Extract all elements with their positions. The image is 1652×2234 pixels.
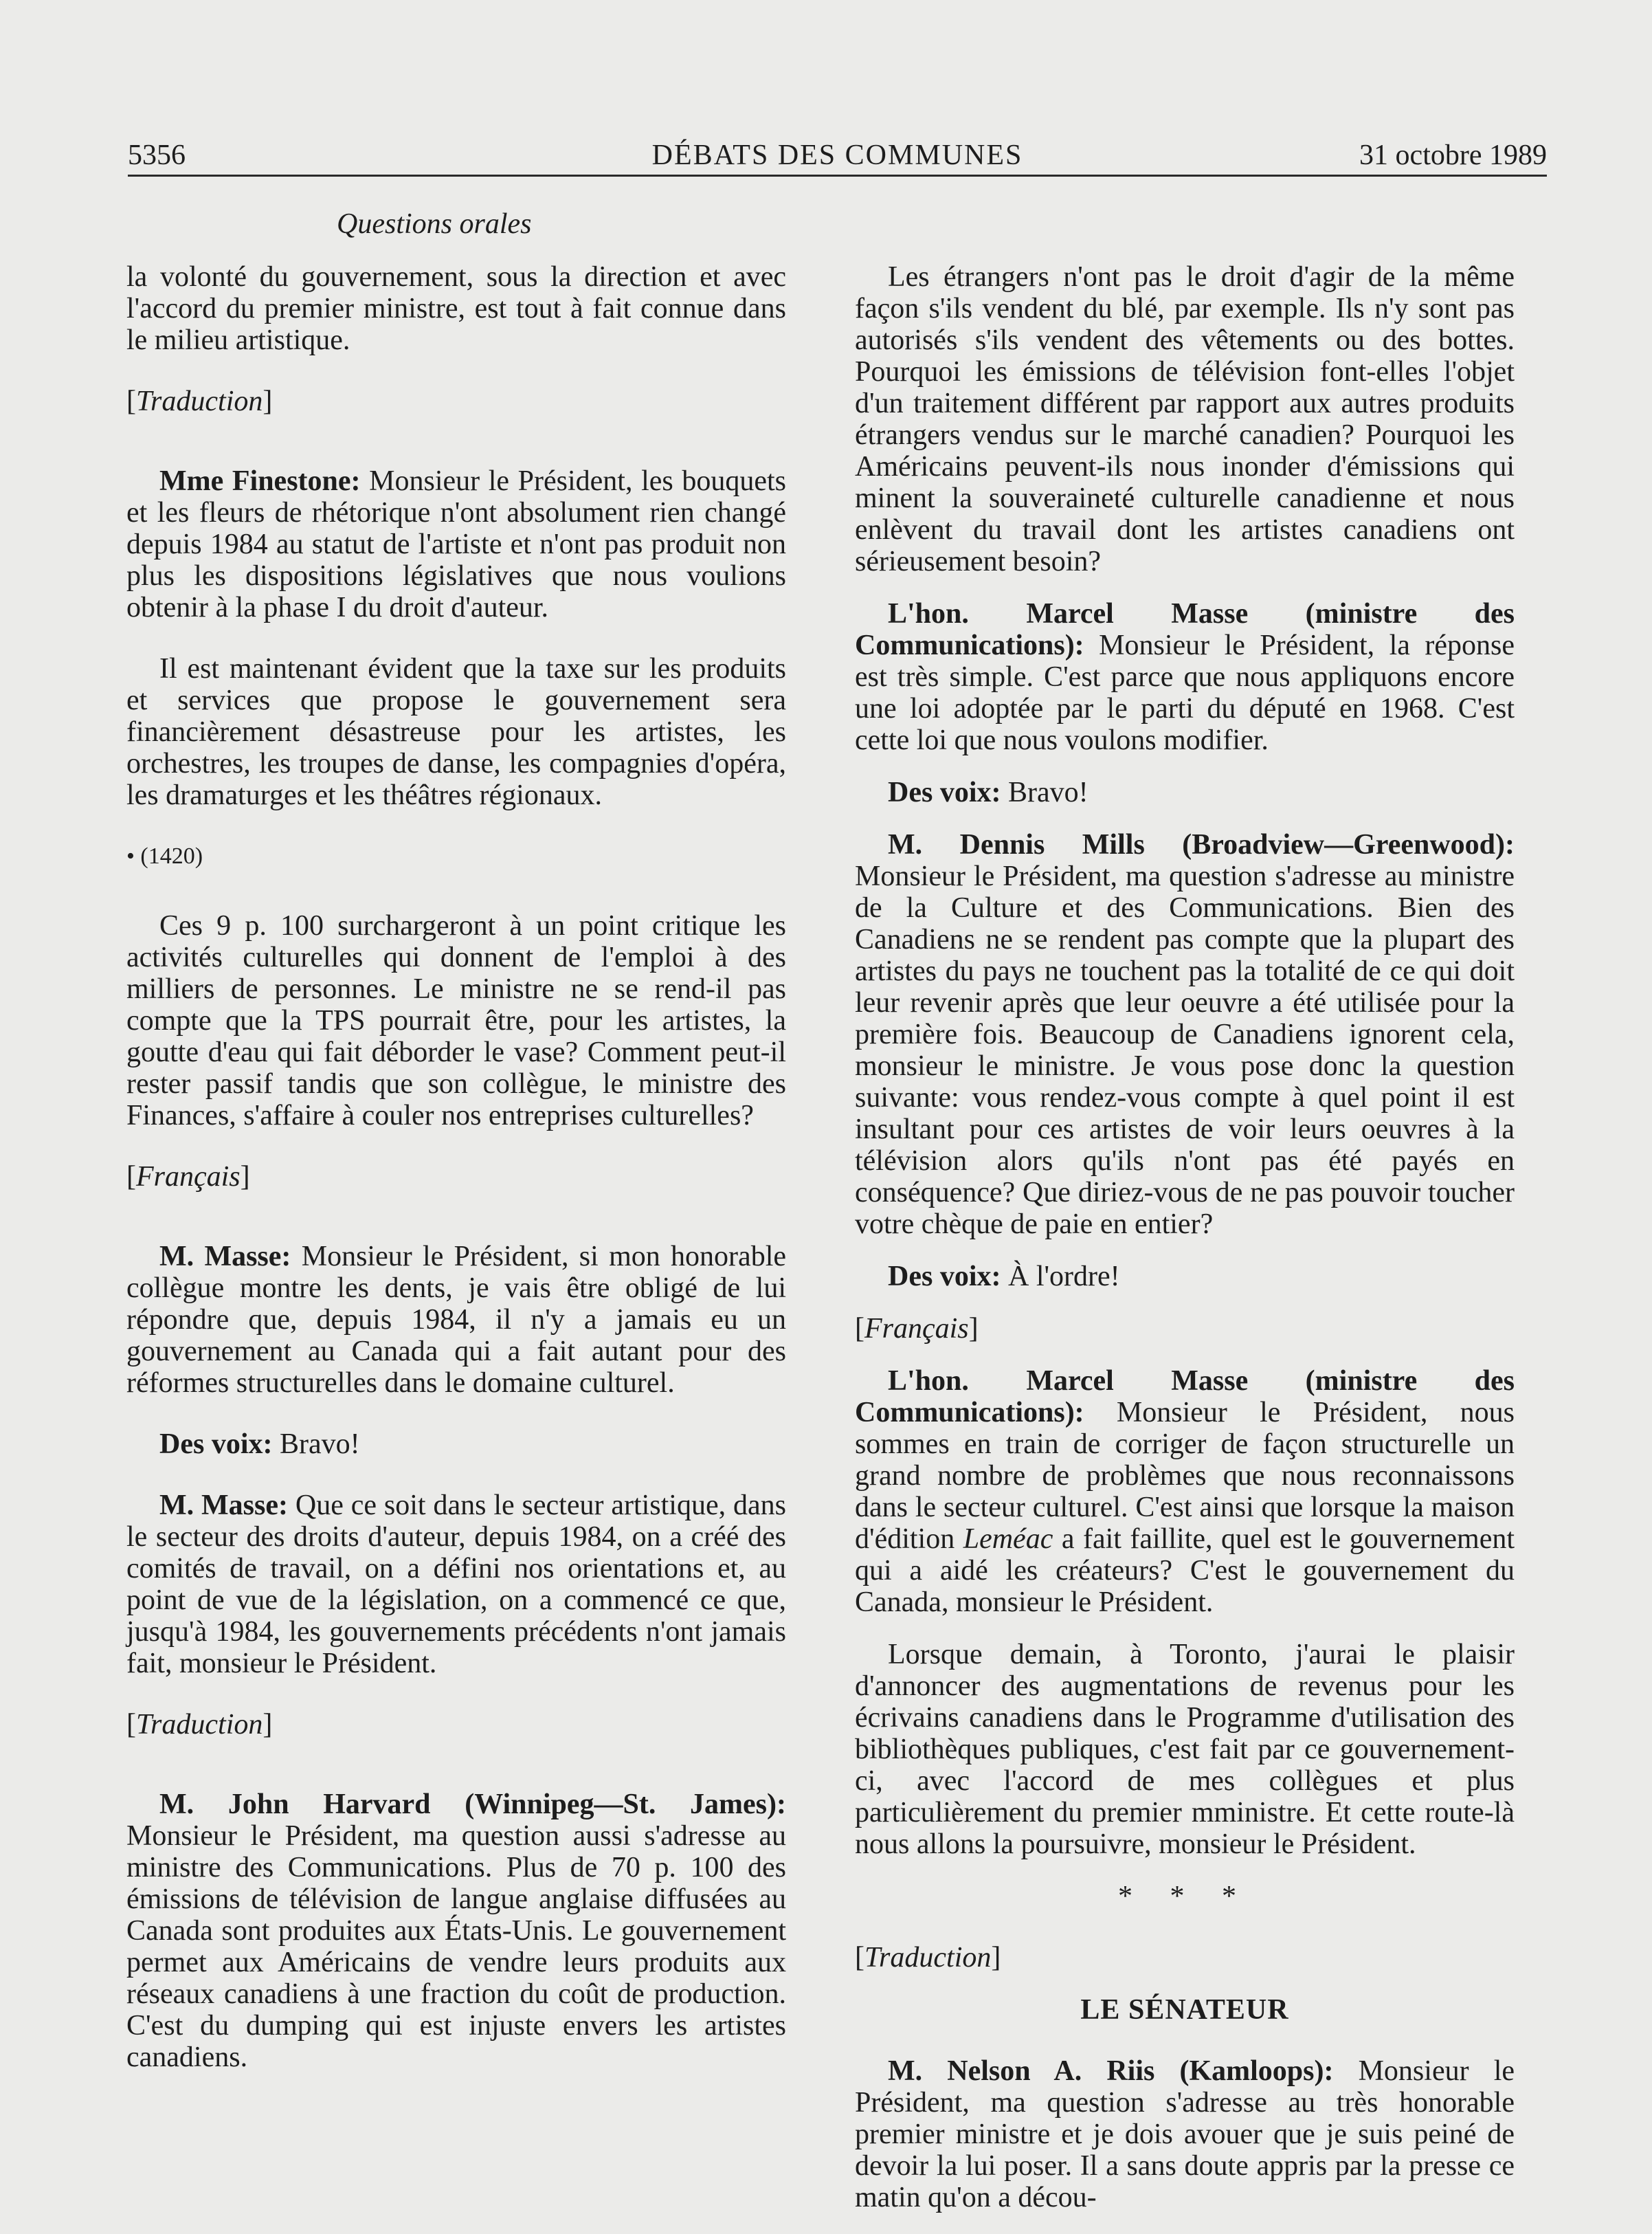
- speaker-name: M. Nelson A. Riis (Kamloops):: [888, 2055, 1334, 2087]
- paragraph: L'hon. Marcel Masse (ministre des Communications): Monsieur le Président, nous sommes en train de corriger de façon structurelle un grand nombre de problèmes que nous reconnaissons dans le secteur culturel. C'est ainsi que lorsque la maison d'édition Leméac a fait faillite, quel est le gouvernement qui a aidé les créateurs? C'est le gouvernement du Canada, monsieur le Président.: [855, 1365, 1515, 1618]
- publication-date: 31 octobre 1989: [1359, 140, 1547, 171]
- page-header: [128, 135, 1547, 176]
- paragraph: M. Masse: Que ce soit dans le secteur artistique, dans le secteur des droits d'auteur, depuis 1984, on a créé des comités de travail, on a défini nos orientations et, au point de vue de la législation, on a commencé ce que, jusqu'à 1984, les gouvernements précédents n'ont jamais fait, monsieur le Président.: [126, 1490, 786, 1679]
- speaker-name: L'hon. Marcel Masse (ministre des Communications):: [855, 1365, 1515, 1428]
- publisher-name: Leméac: [963, 1523, 1053, 1555]
- language-note: [Français]: [855, 1313, 979, 1345]
- header-rule: [128, 175, 1547, 177]
- paragraph: Mme Finestone: Monsieur le Président, les bouquets et les fleurs de rhétorique n'ont absolument rien changé depuis 1984 au statut de l'artiste et n'ont pas produit non plus les dispositions législatives que nous voulions obtenir à la phase I du droit d'auteur.: [126, 465, 786, 623]
- speaker-name: Mme Finestone:: [159, 465, 361, 497]
- paragraph: Lorsque demain, à Toronto, j'aurai le plaisir d'annoncer des augmentations de revenus pour les écrivains canadiens dans le Programme d'utilisation des bibliothèques publiques, c'est fait par ce gouvernement-ci, avec l'accord de mes collègues et plus particulièrement du premier mministre. Et cette route-là nous allons la poursuivre, monsieur le Président.: [855, 1639, 1515, 1860]
- paragraph: M. Nelson A. Riis (Kamloops): Monsieur le Président, ma question s'adresse au très honorable premier ministre et je dois avouer que je suis peiné de devoir la lui poser. Il a sans doute appris par la presse ce matin qu'on a décou-: [855, 2055, 1515, 2213]
- paragraph: Des voix: Bravo!: [888, 777, 1089, 808]
- speaker-name: M. Dennis Mills (Broadview—Greenwood):: [888, 829, 1515, 861]
- section-separator: * * *: [1118, 1881, 1251, 1912]
- speaker-name: M. John Harvard (Winnipeg—St. James):: [159, 1789, 786, 1820]
- speaker-name: Des voix:: [888, 1261, 1001, 1292]
- language-note: [Traduction]: [126, 1709, 273, 1740]
- speaker-name: M. Masse:: [159, 1241, 291, 1272]
- topic-heading: LE SÉNATEUR: [1080, 1994, 1289, 2026]
- language-note: [Traduction]: [855, 1942, 1001, 1973]
- paragraph: L'hon. Marcel Masse (ministre des Communications): Monsieur le Président, la réponse est très simple. C'est parce que nous appliquons encore une loi adoptée par le parti du député en 1968. C'est cette loi que nous voulons modifier.: [855, 598, 1515, 756]
- paragraph: Des voix: À l'ordre!: [888, 1261, 1120, 1292]
- paragraph: Des voix: Bravo!: [159, 1428, 360, 1460]
- speaker-name: M. Masse:: [159, 1490, 288, 1521]
- speaker-name: L'hon. Marcel Masse (ministre des Communications):: [855, 598, 1515, 661]
- paragraph: M. Dennis Mills (Broadview—Greenwood): Monsieur le Président, ma question s'adresse au ministre de la Culture et des Communications. Bien des Canadiens ne se rendent pas compte que la plupart des artistes du pays ne touchent pas la totalité de ce qui doit leur revenir après que leur oeuvre a été utilisée pour la première fois. Beaucoup de Canadiens ignorent cela, monsieur le ministre. Je vous pose donc la question suivante: vous rendez-vous compte à quel point il est insultant pour ces artistes de voir leurs oeuvres à la télévision alors qu'ils n'ont pas été payés en conséquence? Que diriez-vous de ne pas pouvoir toucher votre chèque de paie en entier?: [855, 829, 1515, 1240]
- speaker-name: Des voix:: [159, 1428, 273, 1460]
- speaker-name: Des voix:: [888, 777, 1001, 808]
- paragraph: Il est maintenant évident que la taxe sur les produits et services que propose le gouvernement sera financièrement désastreuse pour les artistes, les orchestres, les troupes de danse, les compagnies d'opéra, les dramaturges et les théâtres régionaux.: [126, 653, 786, 811]
- publication-title: DÉBATS DES COMMUNES: [651, 140, 1023, 171]
- right-column: [855, 261, 1515, 2234]
- left-column: [126, 261, 786, 2103]
- paragraph: M. John Harvard (Winnipeg—St. James): Monsieur le Président, ma question aussi s'adresse au ministre des Communications. Plus de 70 p. 100 des émissions de télévision de langue anglaise diffusées au Canada sont produites aux États-Unis. Le gouvernement permet aux Américains de vendre leurs produits aux réseaux canadiens à une fraction du coût de production. C'est du dumping qui est injuste envers les artistes canadiens.: [126, 1789, 786, 2073]
- page-number: 5356: [128, 140, 186, 171]
- section-title: Questions orales: [337, 208, 532, 240]
- paragraph: Les étrangers n'ont pas le droit d'agir de la même façon s'ils vendent du blé, par exemple. Ils n'y sont pas autorisés s'ils vendent des vêtements ou des bottes. Pourquoi les émissions de télévision font-elles l'objet d'un traitement différent par rapport aux autres produits étrangers vendus sur le marché canadien? Pourquoi les Américains peuvent-ils nous inonder d'émissions qui minent la souveraineté culturelle canadienne et nous enlèvent du travail dont les artistes canadiens ont sérieusement besoin?: [855, 261, 1515, 577]
- language-note: [Traduction]: [126, 386, 273, 417]
- paragraph: M. Masse: Monsieur le Président, si mon honorable collègue montre les dents, je vais être obligé de lui répondre que, depuis 1984, il n'y a jamais eu un gouvernement au Canada qui a fait autant pour des réformes structurelles dans le domaine culturel.: [126, 1241, 786, 1399]
- time-marker: • (1420): [126, 843, 203, 869]
- language-note: [Français]: [126, 1161, 250, 1193]
- paragraph: Ces 9 p. 100 surchargeront à un point critique les activités culturelles qui donnent de l'emploi à des milliers de personnes. Le ministre ne se rend-il pas compte que la TPS pourrait être, pour les artistes, la goutte d'eau qui fait déborder le vase? Comment peut-il rester passif tandis que son collègue, le ministre des Finances, s'affaire à couler nos entreprises culturelles?: [126, 910, 786, 1131]
- paragraph: la volonté du gouvernement, sous la direction et avec l'accord du premier ministre, est tout à fait connue dans le milieu artistique.: [126, 261, 786, 356]
